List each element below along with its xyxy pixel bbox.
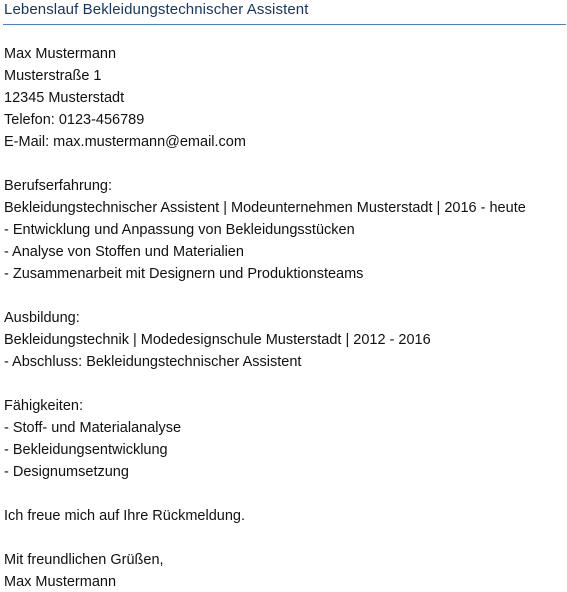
contact-city: 12345 Musterstadt [4,90,125,106]
contact-phone: Telefon: 0123-456789 [4,112,145,128]
experience-heading: Berufserfahrung: [4,178,113,194]
skills-item: - Bekleidungsentwicklung [4,442,168,458]
document-title: Lebenslauf Bekleidungstechnischer Assistent [4,1,309,18]
experience-item: - Zusammenarbeit mit Designern und Produktionsteams [4,266,364,282]
experience-entry: Bekleidungstechnischer Assistent | Modeunternehmen Musterstadt | 2016 - heute [4,200,526,216]
skills-item: - Stoff- und Materialanalyse [4,420,182,436]
experience-item: - Analyse von Stoffen und Materialien [4,244,244,260]
experience-item: - Entwicklung und Anpassung von Bekleidungsstücken [4,222,355,238]
education-item: - Abschluss: Bekleidungstechnischer Assistent [4,354,302,370]
skills-heading: Fähigkeiten: [4,398,83,414]
contact-email: E-Mail: max.mustermann@email.com [4,134,246,150]
skills-item: - Designumsetzung [4,464,129,480]
closing-greeting: Mit freundlichen Grüßen, [4,552,164,568]
education-heading: Ausbildung: [4,310,80,326]
signature-name: Max Mustermann [4,574,117,590]
contact-name: Max Mustermann [4,46,117,62]
closing-sentence: Ich freue mich auf Ihre Rückmeldung. [4,508,245,524]
title-bar [3,0,566,25]
education-entry: Bekleidungstechnik | Modedesignschule Musterstadt | 2012 - 2016 [4,332,431,348]
contact-street: Musterstraße 1 [4,68,102,84]
